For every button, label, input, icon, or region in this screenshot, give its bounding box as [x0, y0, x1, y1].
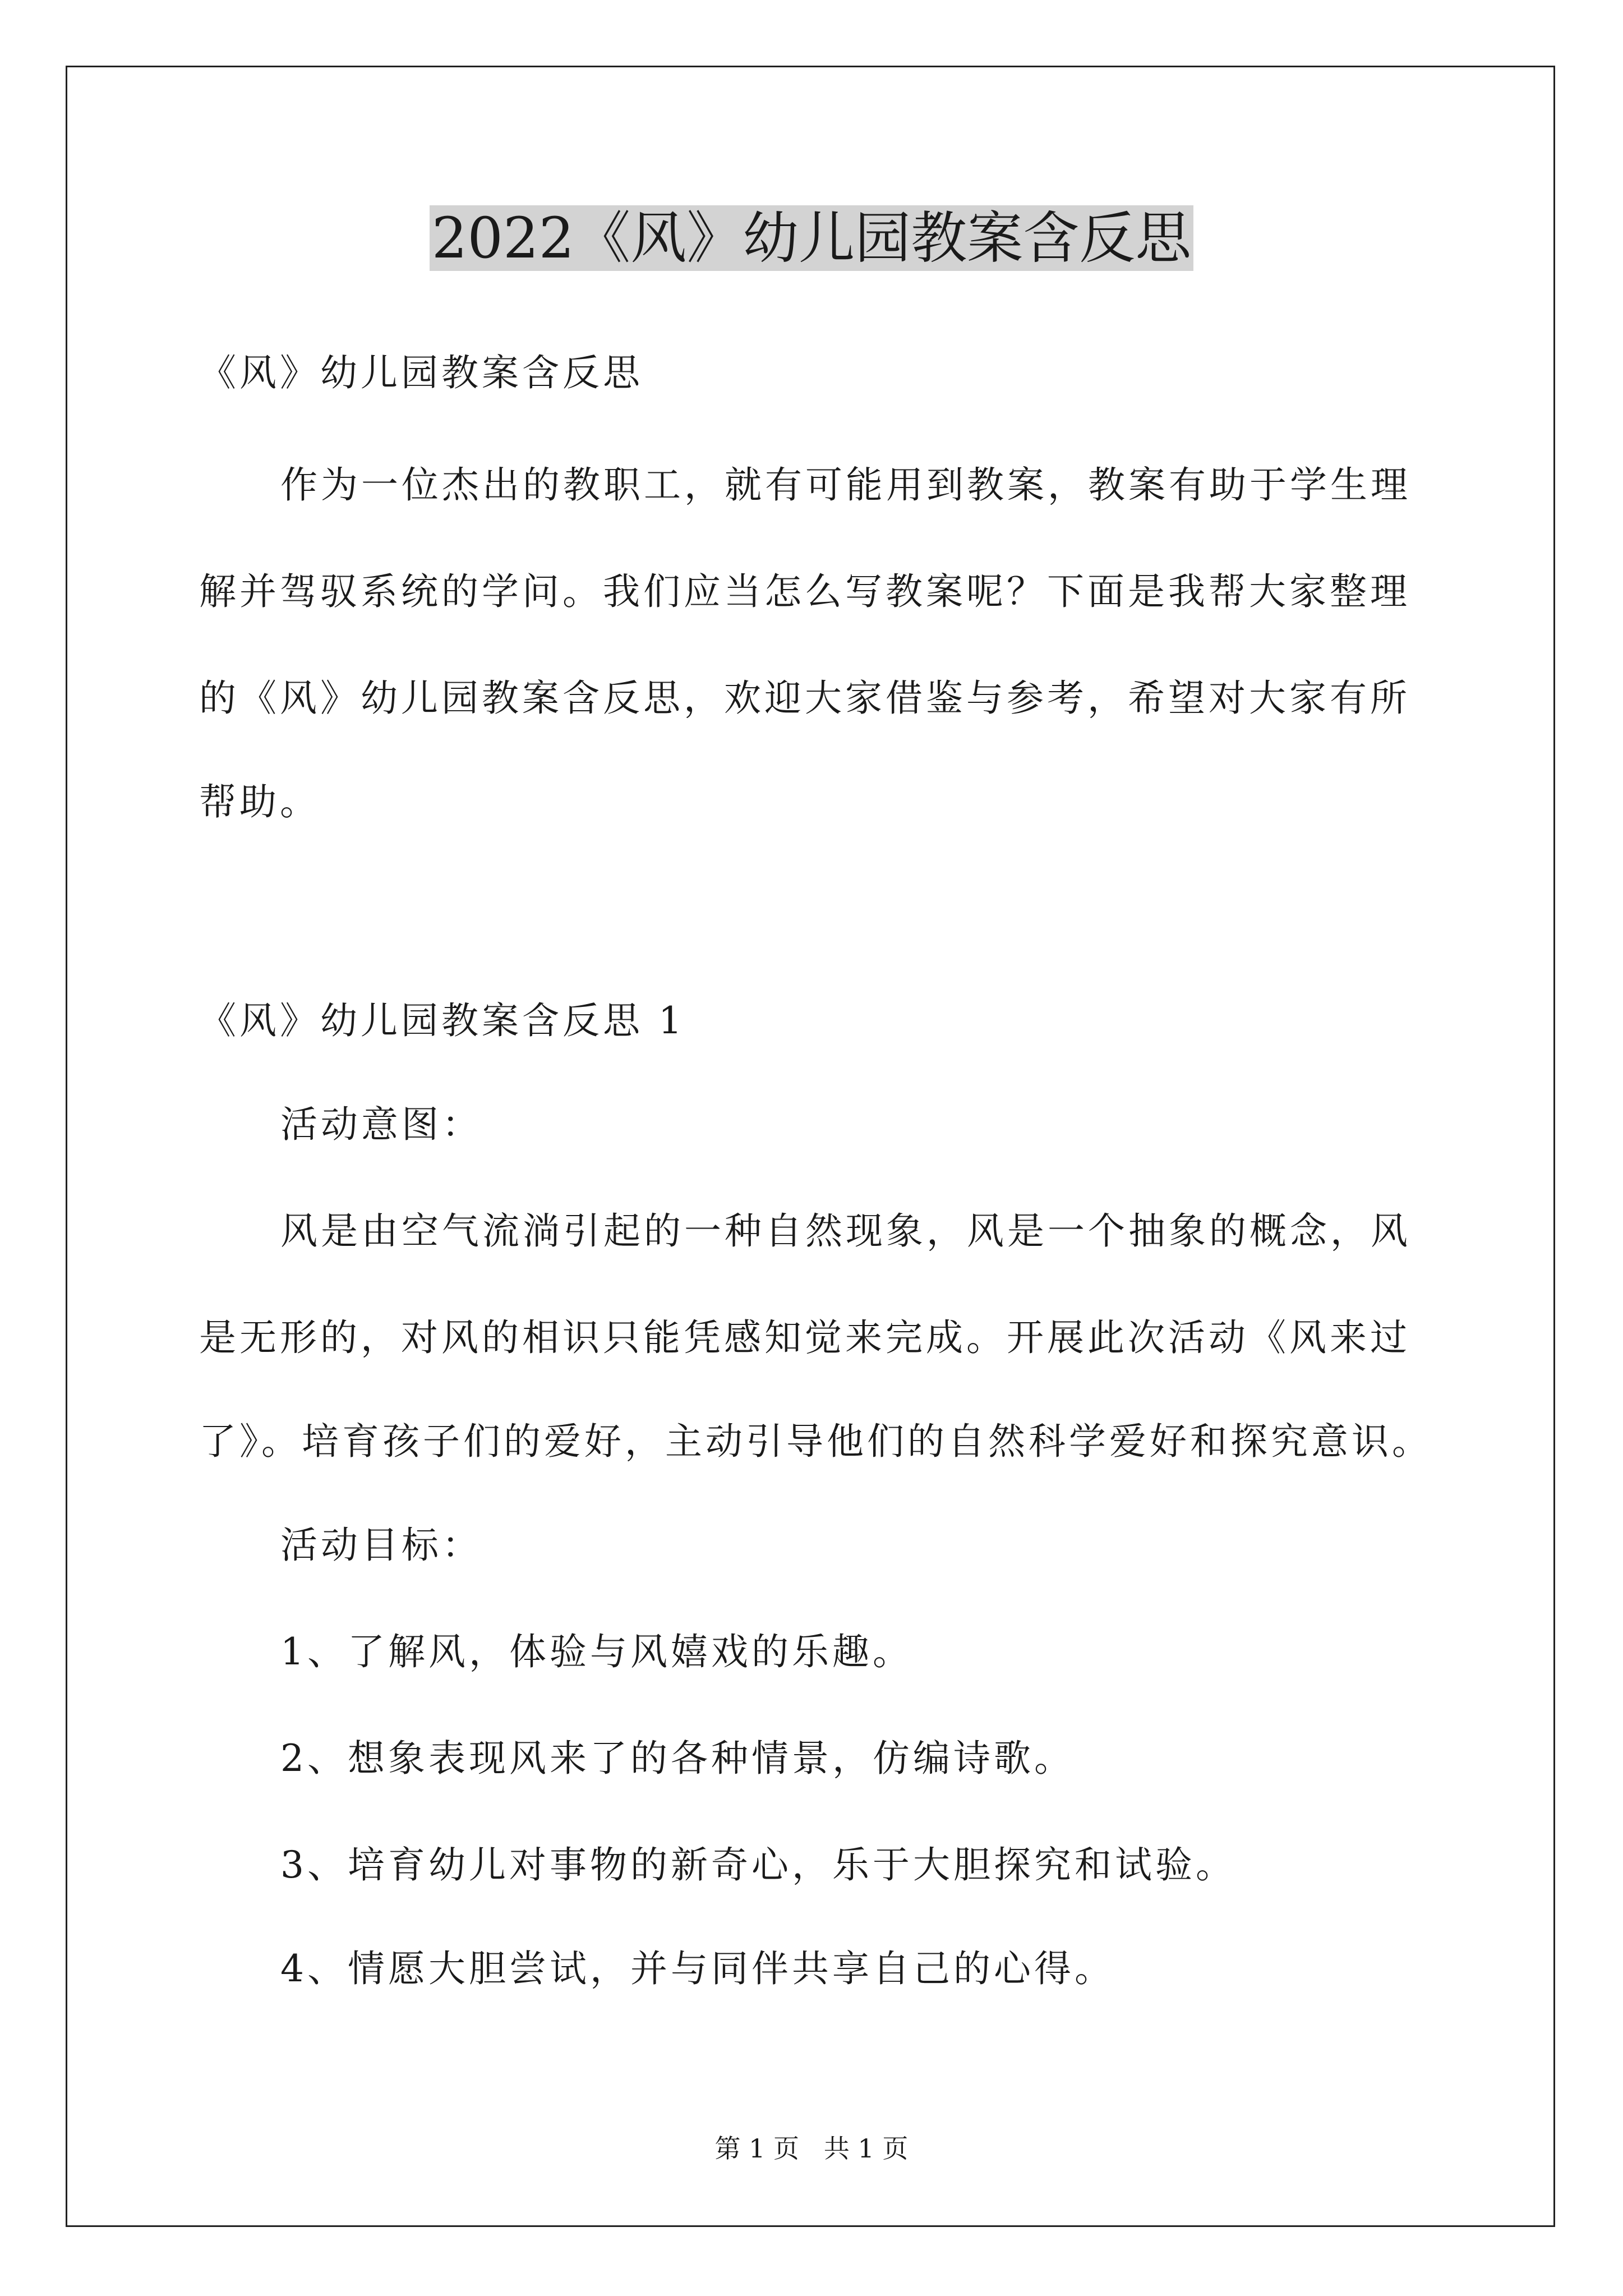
intro-line: 的《风》幼儿园教案含反思，欢迎大家借鉴与参考，希望对大家有所: [199, 677, 1410, 720]
goal-item: 3、培育幼儿对事物的新奇心，乐于大胆探究和试验。: [280, 1843, 1236, 1887]
goal-item: 4、情愿大胆尝试，并与同伴共享自己的心得。: [280, 1947, 1115, 1990]
intro-line: 解并驾驭系统的学问。我们应当怎么写教案呢？下面是我帮大家整理: [199, 570, 1410, 613]
goals-label: 活动目标：: [280, 1524, 482, 1567]
intro-line: 帮助。: [199, 780, 320, 823]
intent-line: 是无形的，对风的相识只能凭感知觉来完成。开展此次活动《风来过: [199, 1316, 1410, 1359]
subtitle: 《风》幼儿园教案含反思: [199, 351, 643, 394]
goal-item: 2、想象表现风来了的各种情景，仿编诗歌。: [280, 1737, 1075, 1780]
section-heading: 《风》幼儿园教案含反思 1: [199, 999, 685, 1042]
intent-label: 活动意图：: [280, 1103, 482, 1146]
intent-line: 风是由空气流淌引起的一种自然现象，风是一个抽象的概念，风: [280, 1209, 1411, 1253]
goal-item: 1、了解风，体验与风嬉戏的乐趣。: [280, 1630, 913, 1673]
title-text: 2022《风》幼儿园教案含反思: [430, 205, 1194, 271]
page-footer: 第 1 页 共 1 页: [714, 2133, 909, 2164]
document-title: [0, 199, 1623, 278]
intro-line: 作为一位杰出的教职工，就有可能用到教案，教案有助于学生理: [280, 463, 1411, 507]
intent-line: 了》。培育孩子们的爱好，主动引导他们的自然科学爱好和探究意识。: [199, 1420, 1432, 1463]
